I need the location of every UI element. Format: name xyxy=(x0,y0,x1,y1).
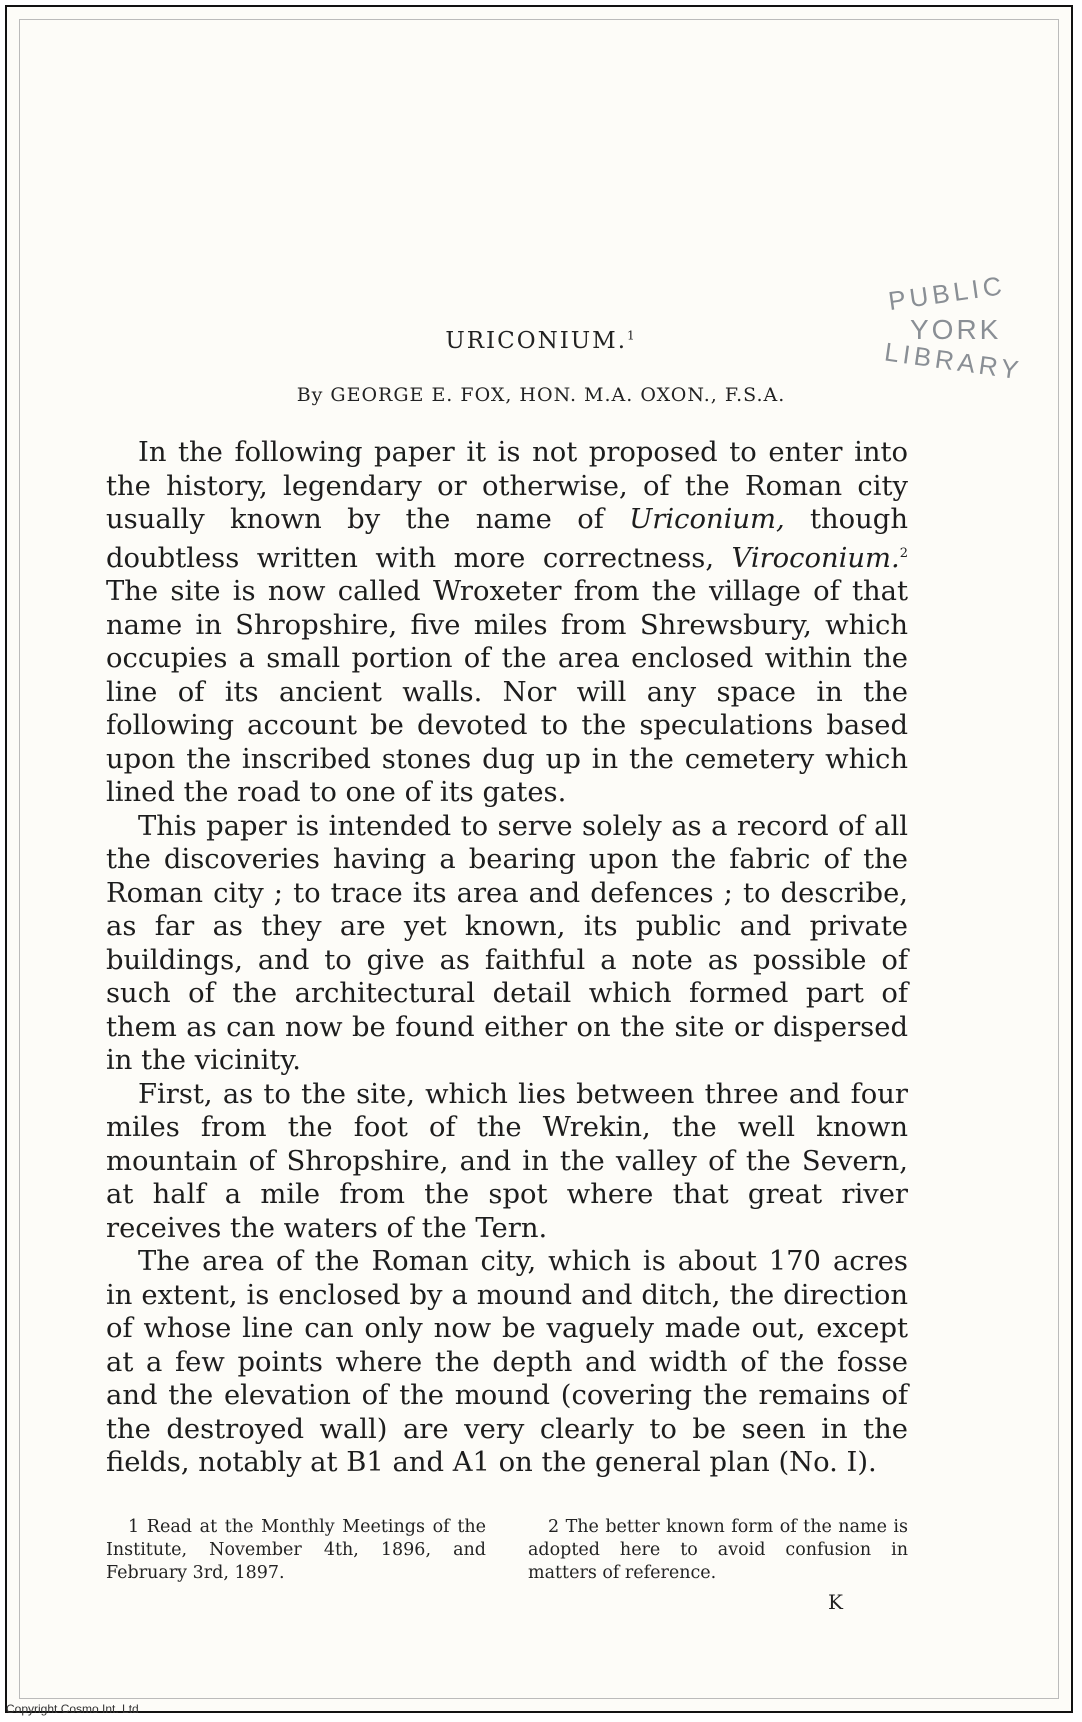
p1-footnote-mark: 2 xyxy=(899,545,908,561)
footnotes xyxy=(106,1516,908,1585)
stamp-bottom-text: LIBRARY xyxy=(882,336,1025,386)
article-title xyxy=(0,328,1082,354)
paragraph-3: First, as to the site, which lies between three and four miles from the foot of the Wrekin, the well known mountain of Shropshire, and in the valley of the Severn, at half a mile from the spot where that great river receives the waters of the Tern. xyxy=(106,1078,908,1244)
stamp-middle-text: YORK xyxy=(910,314,1002,345)
paragraph-2: This paper is intended to serve solely as a record of all the discoveries having a bearing upon the fabric of the Roman city ; to trace its area and defences ; to describe, as far as they are yet known, its public and private buildings, and to give as faithful a note as possible of such of the architectural detail which formed part of them as can now be found either on the site or dispersed in the vicinity. xyxy=(106,810,908,1077)
article-body xyxy=(106,436,908,1480)
byline: By GEORGE E. FOX, HON. M.A. OXON., F.S.A. xyxy=(296,384,786,406)
p1-text-a: In the following paper it is not proposed to enter into the history, legendary or otherwise, of the Roman city usually known by the name of xyxy=(106,437,908,535)
title-footnote-mark: 1 xyxy=(627,328,637,343)
paragraph-1 xyxy=(106,436,908,810)
library-stamp xyxy=(868,266,1048,386)
footnote-2: 2 The better known form of the name is adopted here to avoid confusion in matters of reference. xyxy=(528,1517,908,1583)
p1-italic-uriconium: Uriconium, xyxy=(629,504,785,535)
p1-text-c: The site is now called Wroxeter from the village of that name in Shropshire, five miles from Shrewsbury, which occupies a small portion of the area enclosed within the line of its ancient walls. Nor will any space in the following account be devoted to the speculations based upon the inscribed stones dug up in the cemetery which lined the road to one of its gates. xyxy=(106,576,908,809)
signature-mark: K xyxy=(828,1590,843,1614)
footnote-1: 1 Read at the Monthly Meetings of the Institute, November 4th, 1896, and February 3rd, 1897. xyxy=(106,1517,486,1583)
title-text: URICONIUM. xyxy=(445,328,628,354)
copyright-notice: Copyright Cosmo Int. Ltd xyxy=(6,1702,139,1716)
p1-text-b: though doubtless written with more correctness, xyxy=(106,504,908,574)
p1-italic-viroconium: Viroconium. xyxy=(731,542,900,574)
stamp-top-text: PUBLIC xyxy=(886,269,1008,317)
paragraph-4: The area of the Roman city, which is about 170 acres in extent, is enclosed by a mound and ditch, the direction of whose line can only now be vaguely made out, except at a few points where the depth and width of the fosse and the elevation of the mound (covering the remains of the destroyed wall) are very clearly to be seen in the fields, notably at B1 and A1 on the general plan (No. I). xyxy=(106,1246,908,1479)
